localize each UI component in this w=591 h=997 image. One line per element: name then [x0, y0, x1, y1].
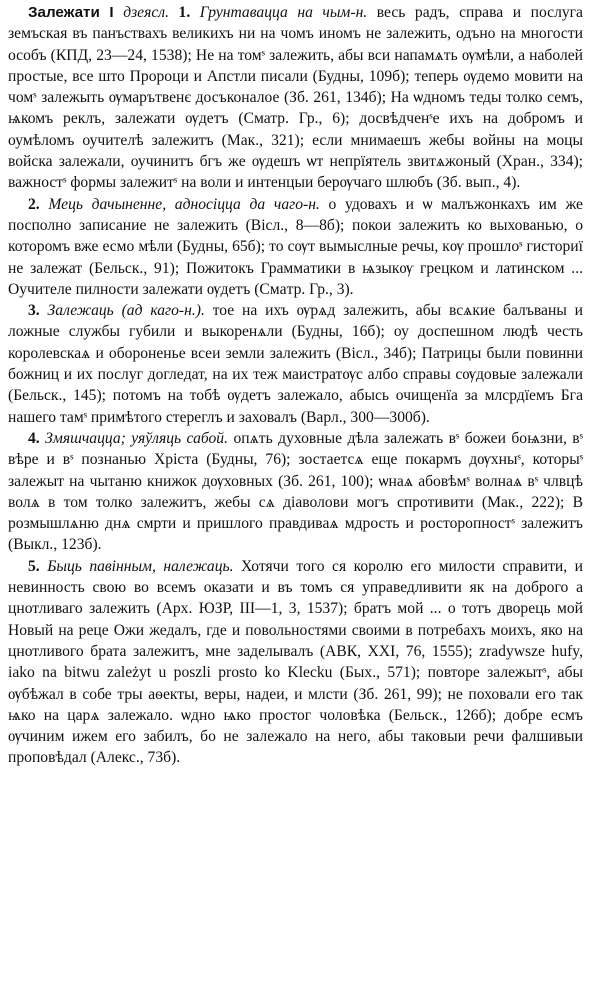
part-of-speech: дзеясл. — [123, 4, 169, 21]
sense-number: 3. — [28, 302, 40, 320]
sense-quotations: тое на ихъ ѹрѧд залежить, абы всѧкие балъваны и ложные службы губили и выкоренѧли (Будны, 16б); оу доспешном людѣ честь королевскаѧ и обороненье всеи земли залежить (Вісл., 34б); Патрицы были повинни божниц и их послуг доглeдат, на их теж маистратѹс албо справы сѹдовые залежали (Бельск., 145); потомъ на тобѣ ѹдетъ залежало, абысь очищенїа за млсрдїемъ Бга нашего тамˢ примѣтого стереглъ и заховалъ (Варл., 300—300б). — [8, 302, 583, 426]
sense-gloss: Змяшчацца; уяўляць сабой. — [45, 429, 229, 447]
sense-gloss: Залежаць (ад каго-н.). — [47, 302, 205, 320]
homonym-number: I — [109, 4, 114, 21]
sense-gloss: Быць павінным, належаць. — [47, 557, 234, 575]
headword: Залежати — [28, 4, 100, 21]
sense-2 — [8, 194, 583, 300]
sense-number: 4. — [28, 429, 40, 447]
sense-quotations: Хотячи того ся королю его милости справити, и невинность свою во всемъ оказати и въ томъ ся управедливити як на доброго а цнотливаго залежить (Арх. ЮЗР, III—1, 3, 1537); братъ мой ... о тотъ дворець мой Новый на реце Ожи жедалъ, где и повольностями своими в потребахъ моихъ, яко на цнотливого брата залежитъ, мне заделывалъ (АВК, XXI, 76, 1555); zradywsze hufy, iako na bitwu zależyt u poszli prosto ko Klecku (Быx., 571); повторе залежытˢ, абы ѹбѣжал в собе тры аѳекты, веры, надеи, и млсти (Зб. 261, 99); не поховали его так ѩко на царѧ залежало. ѡдно ѩко простог чоловѣка (Бельск., 126б); добре есмъ ѹчиним ижем его забилъ, бо не залежало на него, абы таковыи речи фалшивыи проповѣдал (Алекс., 73б). — [8, 557, 583, 767]
sense-number: 1. — [178, 4, 191, 21]
sense-quotations: о удовахъ и ѡ малъжонкахъ им же посполно зaписание не залежить (Вісл., 8—8б); покои залежить ко выхованью, о которомъ вже есмо мѣли (Будны, 65б); то сѹт вымыслные речы, кѹ прошлоˢ гисториї не залежат (Бельск., 91); Пожитокъ Граммaтики в ѩзыкѹ грецком и латинском ... Оучителе пилности залежати ѹдетъ (Смaтр. Гр., 3). — [8, 195, 583, 298]
sense-number: 2. — [28, 195, 40, 213]
sense-1 — [8, 2, 583, 194]
sense-3 — [8, 300, 583, 428]
sense-number: 5. — [28, 557, 40, 575]
sense-5 — [8, 556, 583, 769]
sense-gloss: Мець дачыненне, адносіцца да чаго-н. — [48, 195, 320, 213]
sense-quotations: весь радъ, справа и послуга земъская въ панъствахъ великихъ ни на чомъ иномъ не залежить, одъно на многости особъ (КПД, 23—24, 1538); Не на томˢ залежить, абы вси напамѧть ѹмѣли, а наболей простые, все што Пророци и Апстли писали (Будны, 109б); теперь ѹдемо мовити на чомˢ залежыть ѹмарътвенє досъконалое (Зб. 261, 134б); На ѡдномъ теды толко семъ, ѩкомъ реклъ, залежати ѹдетъ (Сматр. Гр., 6); досвѣдченˢе ихъ на добромъ и оумѣломъ оучителѣ залежитъ (Мак., 321); если мнимаешъ жебы войны на моцы войска залежали, оучинитъ бгъ же ѹдешъ ѡт непрїятель звитѧжоный (Хран., 334); важностˢ формы залежитˢ на воли и интенцыи берѹчаго шлюбъ (Зб. вып., 4). — [8, 4, 583, 192]
sense-gloss: Грунтавацца на чым-н. — [199, 4, 368, 21]
sense-quotations: опѧть духовные дѣла залежать вˢ божеи боѩзни, вˢ вѣре и вˢ познанью Хріста (Будны, 76); зостаетсѧ еще покармъ дѹхныˢ, которыˢ залежыт на чытаню книжок дѹховных (Зб. 261, 100); ѡнаѧ абовѣмˢ волнаѧ вˢ члвцѣ волѧ в том толко залежитъ, жебы сѧ діаволови могъ спротивити (Мак., 222); В розмышлѧню днѧ смрти и пришлого правдиваѧ мдрость и росторопностˢ залежитъ (Выкл., 123б). — [8, 429, 583, 554]
sense-4 — [8, 428, 583, 556]
